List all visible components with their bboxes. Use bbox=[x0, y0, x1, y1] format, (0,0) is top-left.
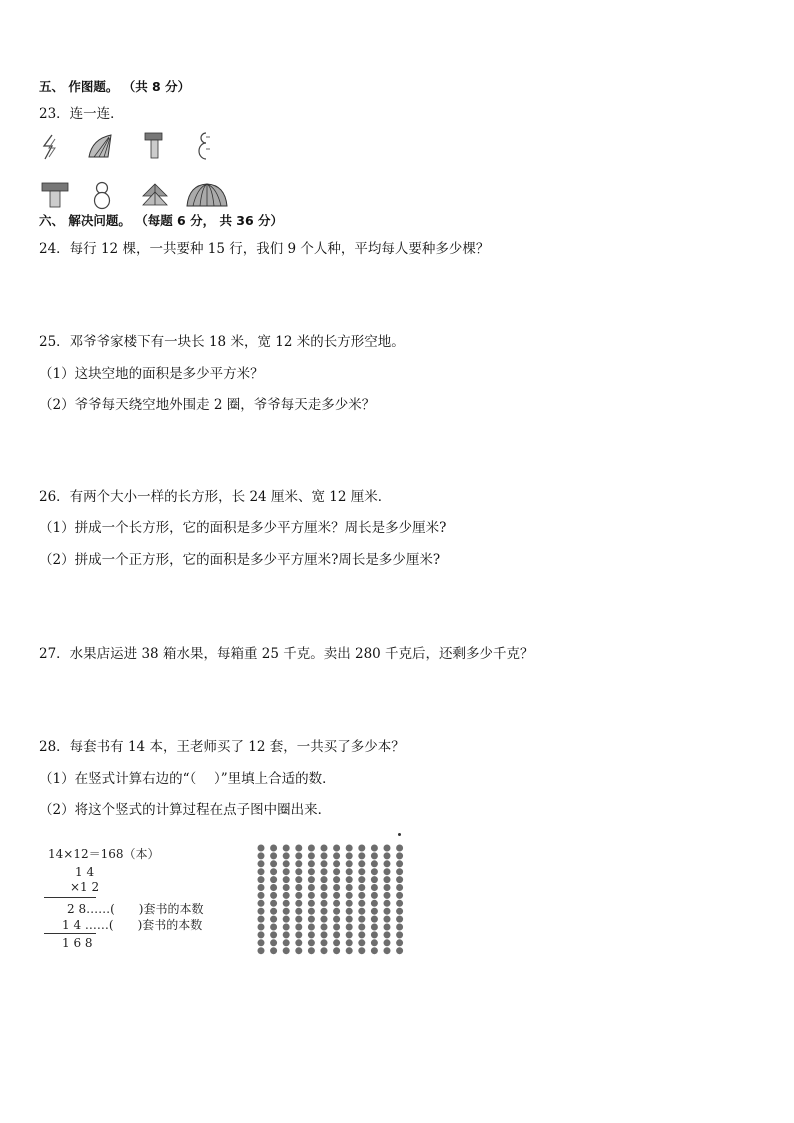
grid-dot bbox=[283, 900, 290, 907]
grid-dot bbox=[321, 924, 328, 931]
grid-dot bbox=[396, 939, 403, 946]
question-28-part-2: （2）将这个竖式的计算过程在点子图中圈出来． bbox=[39, 802, 332, 818]
grid-dot bbox=[396, 892, 403, 899]
grid-dot bbox=[384, 884, 391, 891]
grid-dot bbox=[321, 884, 328, 891]
grid-dot bbox=[346, 845, 353, 852]
grid-dot bbox=[346, 939, 353, 946]
grid-dot bbox=[346, 916, 353, 923]
grid-dot bbox=[258, 852, 265, 859]
grid-dot bbox=[308, 916, 315, 923]
question-26-part-1: （1）拼成一个长方形，它的面积是多少平方厘米？周长是多少厘米? bbox=[39, 520, 447, 536]
grid-dot bbox=[321, 900, 328, 907]
grid-dot bbox=[371, 884, 378, 891]
grid-dot bbox=[321, 931, 328, 938]
grid-dot bbox=[396, 845, 403, 852]
grid-dot bbox=[295, 884, 302, 891]
grid-dot bbox=[283, 924, 290, 931]
grid-dot bbox=[258, 845, 265, 852]
grid-dot bbox=[346, 908, 353, 915]
grid-dot bbox=[384, 845, 391, 852]
grid-dot bbox=[333, 884, 340, 891]
grid-dot bbox=[384, 916, 391, 923]
grid-dot bbox=[396, 868, 403, 875]
grid-dot bbox=[333, 852, 340, 859]
grid-dot bbox=[258, 900, 265, 907]
section-6-title: 六、 解决问题。 （每题 6 分， 共 36 分） bbox=[39, 213, 284, 228]
snowman-icon bbox=[92, 180, 112, 210]
vertical-calculation bbox=[40, 843, 230, 953]
grid-dot bbox=[384, 931, 391, 938]
grid-dot bbox=[295, 852, 302, 859]
grid-dot bbox=[270, 852, 277, 859]
grid-dot bbox=[358, 860, 365, 867]
grid-dot bbox=[308, 939, 315, 946]
grid-dot bbox=[295, 900, 302, 907]
grid-dot bbox=[358, 908, 365, 915]
half-mushroom-icon bbox=[143, 131, 165, 161]
calc-equation: 14×12＝168（本） bbox=[48, 847, 160, 861]
grid-dot bbox=[321, 868, 328, 875]
grid-dot bbox=[321, 845, 328, 852]
grid-dot bbox=[396, 860, 403, 867]
lightning-shape-icon bbox=[40, 133, 62, 161]
question-26-part-2: （2）拼成一个正方形，它的面积是多少平方厘米?周长是多少厘米? bbox=[39, 552, 441, 568]
grid-dot bbox=[396, 852, 403, 859]
grid-dot bbox=[358, 876, 365, 883]
grid-dot bbox=[333, 868, 340, 875]
grid-dot bbox=[396, 900, 403, 907]
grid-dot bbox=[371, 939, 378, 946]
grid-dot bbox=[371, 852, 378, 859]
grid-dot bbox=[321, 916, 328, 923]
grid-dot bbox=[371, 924, 378, 931]
grid-dot bbox=[371, 931, 378, 938]
grid-dot bbox=[283, 884, 290, 891]
question-28: 28．每套书有 14 本，王老师买了 12 套，一共买了多少本？ bbox=[39, 739, 405, 755]
grid-dot bbox=[358, 852, 365, 859]
grid-dot bbox=[270, 876, 277, 883]
grid-dot bbox=[371, 947, 378, 954]
grid-dot bbox=[346, 892, 353, 899]
question-26: 26．有两个大小一样的长方形，长 24 厘米、宽 12 厘米． bbox=[39, 489, 392, 505]
question-27: 27．水果店运进 38 箱水果，每箱重 25 千克。卖出 280 千克后，还剩多少千克？ bbox=[39, 646, 534, 662]
grid-dot bbox=[333, 939, 340, 946]
grid-dot bbox=[283, 916, 290, 923]
grid-dot bbox=[321, 939, 328, 946]
grid-dot bbox=[258, 939, 265, 946]
grid-dot bbox=[371, 876, 378, 883]
grid-dot bbox=[283, 868, 290, 875]
grid-dot bbox=[295, 931, 302, 938]
grid-dot bbox=[308, 860, 315, 867]
grid-dot bbox=[346, 947, 353, 954]
grid-dot bbox=[358, 939, 365, 946]
grid-dot bbox=[358, 916, 365, 923]
grid-dot bbox=[258, 884, 265, 891]
calc-partial-product-2: 1 4 ……( )套书的本数 bbox=[62, 918, 203, 932]
grid-dot bbox=[258, 924, 265, 931]
grid-dot bbox=[346, 884, 353, 891]
grid-dot bbox=[384, 876, 391, 883]
grid-dot bbox=[270, 931, 277, 938]
grid-dot bbox=[270, 908, 277, 915]
grid-dot bbox=[295, 860, 302, 867]
grid-dot bbox=[308, 892, 315, 899]
grid-dot bbox=[384, 892, 391, 899]
grid-dot bbox=[270, 916, 277, 923]
half-snowman-icon bbox=[196, 131, 214, 161]
grid-dot bbox=[270, 939, 277, 946]
grid-dot bbox=[396, 931, 403, 938]
grid-dot bbox=[258, 908, 265, 915]
grid-dot bbox=[308, 924, 315, 931]
grid-dot bbox=[371, 860, 378, 867]
grid-dot bbox=[321, 876, 328, 883]
grid-dot bbox=[346, 868, 353, 875]
grid-dot bbox=[346, 931, 353, 938]
grid-dot bbox=[333, 876, 340, 883]
grid-dot bbox=[295, 868, 302, 875]
grid-dot bbox=[270, 892, 277, 899]
grid-dot bbox=[384, 852, 391, 859]
grid-dot bbox=[384, 947, 391, 954]
grid-dot bbox=[358, 947, 365, 954]
grid-dot bbox=[258, 868, 265, 875]
stray-mark bbox=[398, 833, 401, 836]
grid-dot bbox=[295, 892, 302, 899]
grid-dot bbox=[371, 916, 378, 923]
grid-dot bbox=[321, 908, 328, 915]
grid-dot bbox=[270, 947, 277, 954]
grid-dot bbox=[333, 845, 340, 852]
grid-dot bbox=[295, 908, 302, 915]
calc-result: 1 6 8 bbox=[62, 936, 93, 950]
grid-dot bbox=[283, 845, 290, 852]
grid-dot bbox=[283, 852, 290, 859]
grid-dot bbox=[333, 892, 340, 899]
grid-dot bbox=[308, 947, 315, 954]
grid-dot bbox=[371, 845, 378, 852]
section-5-title: 五、 作图题。 （共 8 分） bbox=[39, 79, 191, 94]
grid-dot bbox=[346, 900, 353, 907]
grid-dot bbox=[283, 939, 290, 946]
grid-dot bbox=[371, 892, 378, 899]
question-25-part-1: （1）这块空地的面积是多少平方米？ bbox=[39, 366, 264, 382]
grid-dot bbox=[333, 900, 340, 907]
grid-dot bbox=[295, 876, 302, 883]
grid-dot bbox=[308, 908, 315, 915]
umbrella-icon bbox=[185, 182, 229, 208]
grid-dot bbox=[333, 908, 340, 915]
grid-dot bbox=[258, 916, 265, 923]
grid-dot bbox=[295, 916, 302, 923]
grid-dot bbox=[333, 931, 340, 938]
grid-dot bbox=[258, 876, 265, 883]
grid-dot bbox=[384, 939, 391, 946]
grid-dot bbox=[270, 884, 277, 891]
mushroom-icon bbox=[40, 181, 70, 209]
grid-dot bbox=[308, 900, 315, 907]
grid-dot bbox=[258, 947, 265, 954]
grid-dot bbox=[371, 908, 378, 915]
grid-dot bbox=[321, 852, 328, 859]
grid-dot bbox=[346, 860, 353, 867]
grid-dot bbox=[358, 884, 365, 891]
grid-dot bbox=[333, 860, 340, 867]
calc-partial-product-1: 2 8……( )套书的本数 bbox=[67, 902, 204, 916]
tree-triangle-icon bbox=[140, 181, 170, 209]
grid-dot bbox=[384, 860, 391, 867]
grid-dot bbox=[283, 931, 290, 938]
grid-dot bbox=[283, 860, 290, 867]
grid-dot bbox=[396, 916, 403, 923]
grid-dot bbox=[308, 868, 315, 875]
grid-dot bbox=[270, 860, 277, 867]
grid-dot bbox=[258, 892, 265, 899]
grid-dot bbox=[258, 860, 265, 867]
grid-dot bbox=[308, 884, 315, 891]
grid-dot bbox=[384, 924, 391, 931]
grid-dot bbox=[346, 852, 353, 859]
grid-dot bbox=[333, 924, 340, 931]
grid-dot bbox=[396, 924, 403, 931]
grid-dot bbox=[396, 876, 403, 883]
grid-dot bbox=[283, 892, 290, 899]
grid-dot bbox=[295, 939, 302, 946]
grid-dot bbox=[308, 931, 315, 938]
grid-dot bbox=[283, 876, 290, 883]
grid-dot bbox=[308, 845, 315, 852]
grid-dot bbox=[346, 924, 353, 931]
question-25: 25．邓爷爷家楼下有一块长 18 米，宽 12 米的长方形空地。 bbox=[39, 334, 405, 350]
grid-dot bbox=[371, 868, 378, 875]
grid-dot bbox=[396, 947, 403, 954]
grid-dot bbox=[358, 931, 365, 938]
grid-dot bbox=[308, 852, 315, 859]
half-umbrella-icon bbox=[86, 132, 116, 160]
grid-dot bbox=[283, 947, 290, 954]
grid-dot bbox=[270, 868, 277, 875]
grid-dot bbox=[321, 892, 328, 899]
grid-dot bbox=[321, 860, 328, 867]
grid-dot bbox=[270, 845, 277, 852]
grid-dot bbox=[396, 884, 403, 891]
question-25-part-2: （2）爷爷每天绕空地外围走 2 圈，爷爷每天走多少米？ bbox=[39, 397, 376, 413]
grid-dot bbox=[295, 924, 302, 931]
grid-dot bbox=[295, 845, 302, 852]
calc-multiplier: ×1 2 bbox=[70, 880, 100, 894]
grid-dot bbox=[371, 900, 378, 907]
grid-dot bbox=[384, 868, 391, 875]
grid-dot bbox=[358, 845, 365, 852]
question-28-part-1: （1）在竖式计算右边的“（ ）”里填上合适的数． bbox=[39, 771, 336, 787]
grid-dot bbox=[358, 900, 365, 907]
grid-dot bbox=[295, 947, 302, 954]
grid-dot bbox=[384, 900, 391, 907]
grid-dot bbox=[333, 947, 340, 954]
grid-dot bbox=[358, 924, 365, 931]
grid-dot bbox=[346, 876, 353, 883]
grid-dot bbox=[396, 908, 403, 915]
question-23: 23．连一连． bbox=[39, 106, 124, 122]
grid-dot bbox=[283, 908, 290, 915]
grid-dot bbox=[358, 868, 365, 875]
grid-dot bbox=[384, 908, 391, 915]
grid-dot bbox=[258, 931, 265, 938]
dot-grid bbox=[256, 843, 411, 956]
grid-dot bbox=[270, 900, 277, 907]
grid-dot bbox=[270, 924, 277, 931]
calc-multiplicand: 1 4 bbox=[75, 865, 95, 879]
grid-dot bbox=[308, 876, 315, 883]
grid-dot bbox=[321, 947, 328, 954]
question-24: 24．每行 12 棵，一共要种 15 行，我们 9 个人种，平均每人要种多少棵？ bbox=[39, 241, 490, 257]
grid-dot bbox=[333, 916, 340, 923]
grid-dot bbox=[358, 892, 365, 899]
